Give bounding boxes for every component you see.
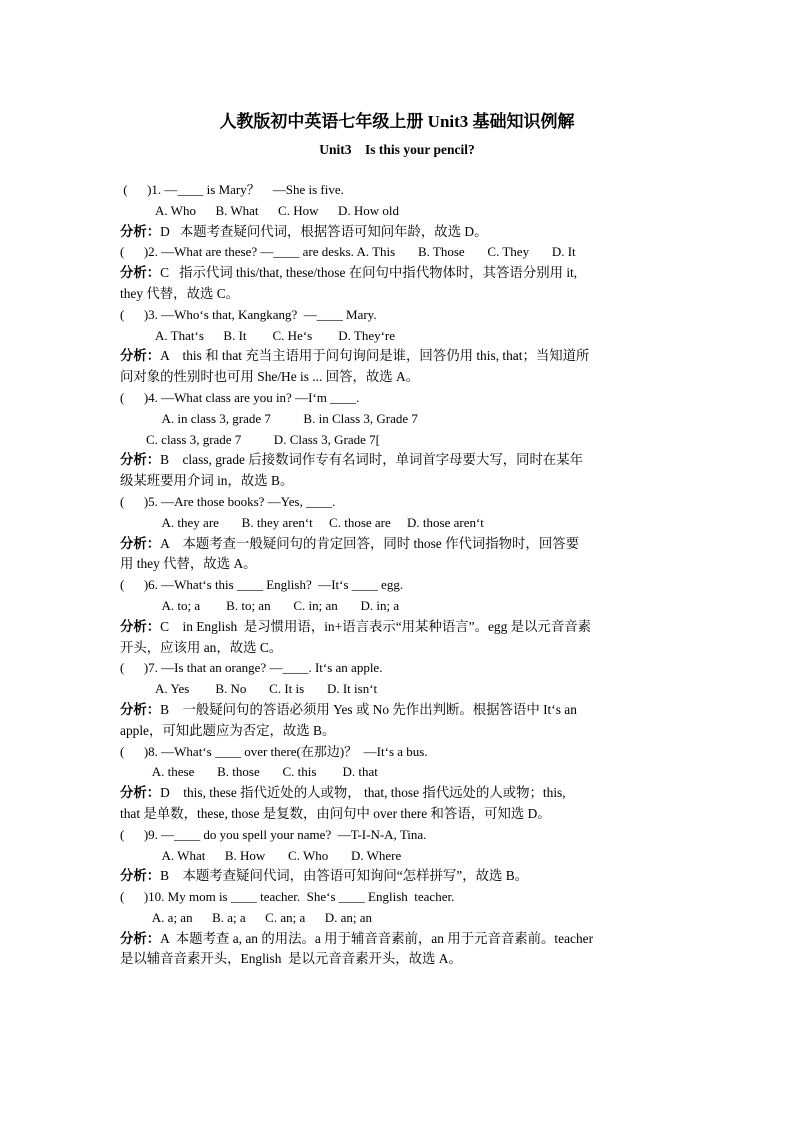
question-text: ( )5. —Are those books? —Yes, ____. bbox=[120, 493, 336, 509]
analysis-label: 分析： bbox=[120, 452, 161, 468]
answer-options: A. to; a B. to; an C. in; an D. in; a bbox=[120, 597, 400, 613]
answer-options: C. class 3, grade 7 D. Class 3, Grade 7[ bbox=[120, 431, 380, 447]
analysis-text: A this 和 that 充当主语用于问句询问是谁，回答仍用 this, that；当知道所 bbox=[160, 348, 590, 364]
analysis-line bbox=[120, 450, 680, 471]
analysis-label: 分析： bbox=[120, 785, 161, 801]
analysis-line bbox=[120, 222, 680, 243]
analysis-line bbox=[120, 617, 680, 638]
analysis-label: 分析： bbox=[120, 868, 161, 884]
question-text: ( )6. —What‘s this ____ English? —It‘s ____ egg. bbox=[120, 577, 404, 593]
question-item bbox=[120, 575, 680, 658]
question-text: ( )7. —Is that an orange? —____. It‘s an apple. bbox=[120, 660, 383, 676]
analysis-text: 用 they 代替，故选 A。 bbox=[120, 556, 257, 572]
question-item bbox=[120, 388, 680, 492]
analysis-line bbox=[120, 700, 680, 721]
question-list bbox=[120, 180, 680, 970]
analysis-text: A 本题考查 a, an 的用法。a 用于辅音音素前，an 用于元音音素前。teacher bbox=[160, 930, 594, 946]
answer-options: A. these B. those C. this D. that bbox=[120, 764, 378, 780]
analysis-text: D 本题考查疑问代词，根据答语可知问年龄，故选 D。 bbox=[160, 223, 488, 239]
analysis-line bbox=[120, 263, 680, 284]
analysis-line bbox=[120, 949, 680, 970]
question-text: ( )10. My mom is ____ teacher. She‘s ____ English teacher. bbox=[120, 889, 455, 905]
analysis-line bbox=[120, 346, 680, 367]
question-text: ( )1. —____ is Mary？ —She is five. bbox=[120, 182, 344, 197]
analysis-line bbox=[120, 804, 680, 825]
analysis-text: 开头，应该用 an，故选 C。 bbox=[120, 639, 283, 655]
analysis-text: 问对象的性别时也可用 She/He is ... 回答，故选 A。 bbox=[120, 369, 420, 385]
analysis-line bbox=[120, 534, 680, 555]
analysis-label: 分析： bbox=[120, 618, 161, 634]
question-item bbox=[120, 180, 680, 242]
analysis-text: C in English 是习惯用语，in+语言表示“用某种语言”。egg 是以元音音素 bbox=[160, 618, 591, 634]
question-item bbox=[120, 742, 680, 825]
analysis-label: 分析： bbox=[120, 223, 161, 239]
analysis-label: 分析： bbox=[120, 265, 161, 281]
analysis-label: 分析： bbox=[120, 701, 161, 717]
question-item bbox=[120, 242, 680, 304]
analysis-label: 分析： bbox=[120, 348, 161, 364]
analysis-line bbox=[120, 721, 680, 742]
analysis-text: they 代替，故选 C。 bbox=[120, 285, 240, 301]
analysis-text: D this, these 指代近处的人或物， that, those 指代远处的人或物；this, bbox=[160, 785, 566, 801]
analysis-line bbox=[120, 367, 680, 388]
unit-subtitle: Unit3 Is this your pencil? bbox=[319, 142, 475, 157]
analysis-text: that 是单数，these, those 是复数，由问句中 over there 和答语，可知选 D。 bbox=[120, 805, 551, 821]
analysis-line bbox=[120, 554, 680, 575]
question-item bbox=[120, 492, 680, 575]
analysis-text: C 指示代词 this/that, these/those 在问句中指代物体时，其答语分别用 it, bbox=[160, 265, 578, 281]
question-text: ( )8. —What‘s ____ over there(在那边)？ —It‘s a bus. bbox=[120, 743, 428, 759]
analysis-line bbox=[120, 638, 680, 659]
analysis-line bbox=[120, 866, 680, 887]
analysis-label: 分析： bbox=[120, 535, 161, 551]
question-text: ( )4. —What class are you in? —I‘m ____. bbox=[120, 389, 360, 405]
analysis-text: B 本题考查疑问代词，由答语可知询问“怎样拼写”，故选 B。 bbox=[160, 868, 529, 884]
question-item bbox=[120, 305, 680, 388]
question-item bbox=[120, 887, 680, 970]
question-text: ( )3. —Who‘s that, Kangkang? —____ Mary. bbox=[120, 306, 377, 322]
analysis-line bbox=[120, 284, 680, 305]
answer-options: A. What B. How C. Who D. Where bbox=[120, 847, 402, 863]
analysis-text: 级某班要用介词 in，故选 B。 bbox=[120, 473, 294, 489]
answer-options: A. Who B. What C. How D. How old bbox=[120, 202, 400, 218]
analysis-text: B 一般疑问句的答语必须用 Yes 或 No 先作出判断。根据答语中 It‘s an bbox=[160, 701, 577, 717]
analysis-label: 分析： bbox=[120, 930, 161, 946]
answer-options: A. they are B. they aren‘t C. those are D. those aren‘t bbox=[120, 514, 484, 530]
analysis-line bbox=[120, 471, 680, 492]
question-text: ( )9. —____ do you spell your name? —T-I-N-A, Tina. bbox=[120, 826, 427, 842]
analysis-text: A 本题考查一般疑问句的肯定回答，同时 those 作代词指物时，回答要 bbox=[160, 535, 579, 551]
analysis-text: apple，可知此题应为否定，故选 B。 bbox=[120, 722, 336, 738]
question-item bbox=[120, 658, 680, 741]
answer-options: A. Yes B. No C. It is D. It isn‘t bbox=[120, 681, 378, 697]
analysis-text: B class, grade 后接数词作专有名词时，单词首字母要大写，同时在某年 bbox=[160, 452, 584, 468]
question-text: ( )2. —What are these? —____ are desks. A. This B. Those C. They D. It bbox=[120, 244, 576, 260]
answer-options: A. That‘s B. It C. He‘s D. They‘re bbox=[120, 327, 396, 343]
page-title: 人教版初中英语七年级上册 Unit3 基础知识例解 bbox=[219, 112, 575, 131]
analysis-line bbox=[120, 783, 680, 804]
analysis-line bbox=[120, 929, 680, 950]
analysis-text: 是以辅音音素开头，English 是以元音音素开头，故选 A。 bbox=[120, 951, 462, 967]
question-item bbox=[120, 825, 680, 887]
answer-options: A. a; an B. a; a C. an; a D. an; an bbox=[120, 909, 373, 925]
answer-options: A. in class 3, grade 7 B. in Class 3, Grade 7 bbox=[120, 410, 418, 426]
